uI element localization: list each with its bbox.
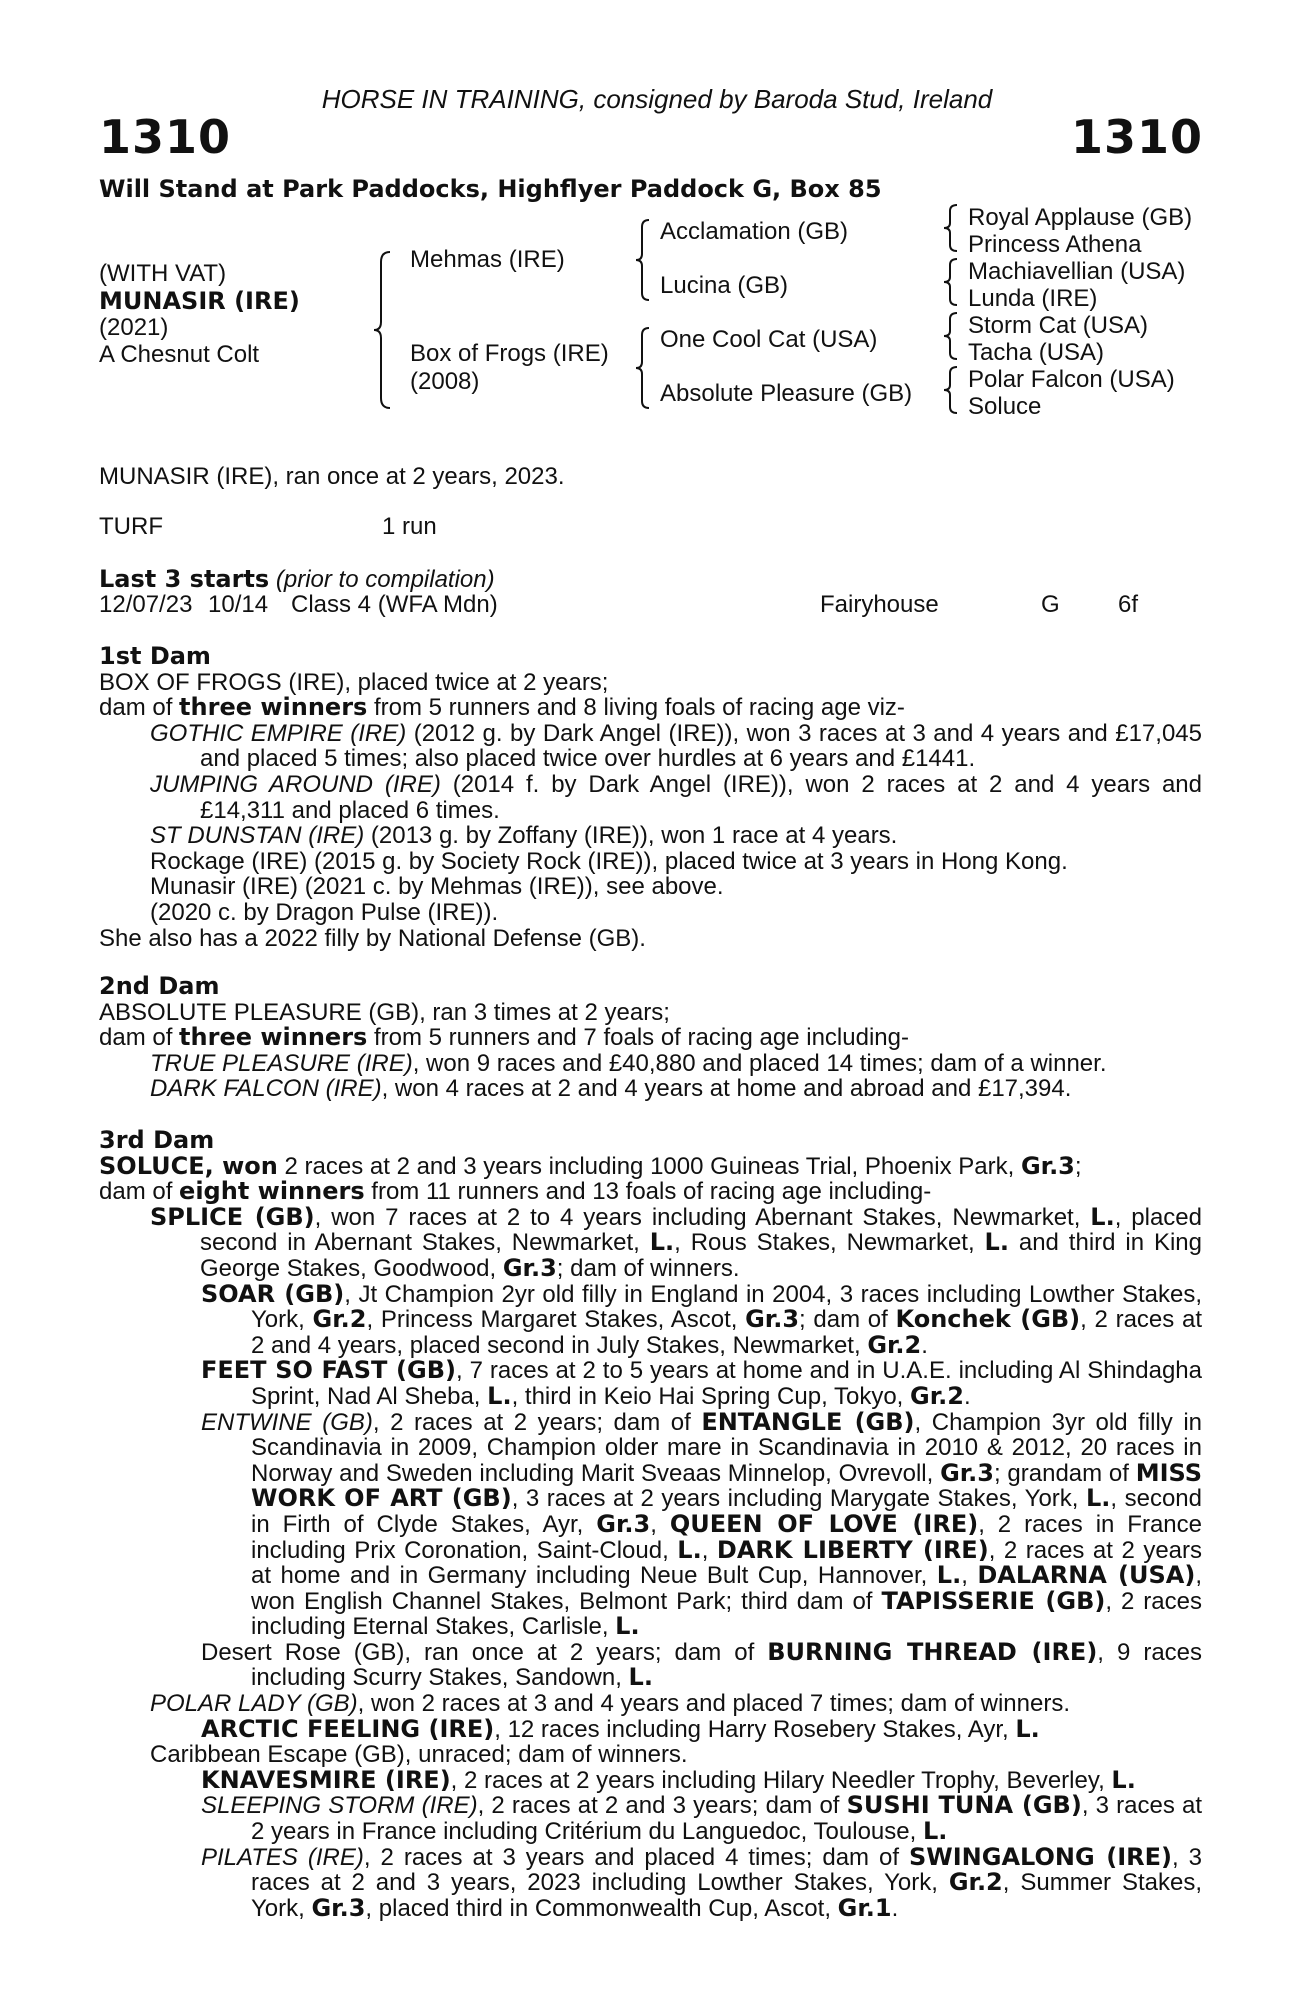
second-dam-heading: 2nd Dam	[99, 972, 220, 1000]
pedigree-g4-1: Royal Applause (GB)	[968, 204, 1193, 231]
pedigree-brace-g4-2	[942, 257, 962, 307]
start-row-date: 12/07/23	[99, 591, 193, 618]
start-row-distance: 6f	[1118, 591, 1139, 618]
progeny-polar-lady: POLAR LADY (GB), won 2 races at 3 and 4 years and placed 7 times; dam of winners.	[150, 1690, 1071, 1718]
progeny-knavesmire: KNAVESMIRE (IRE), 2 races at 2 years including Hilary Needler Trophy, Beverley, L.	[201, 1765, 1136, 1794]
last-starts-title: Last 3 starts	[99, 565, 270, 593]
last-starts-heading	[99, 566, 495, 593]
pedigree-g4-3: Machiavellian (USA)	[968, 258, 1186, 285]
progeny-splice: SPLICE (GB), won 7 races at 2 to 4 years including Abernant Stakes, Newmarket, L., placed second in Abernant Stakes, Newmarket, L., Rous Stakes, Newmarket, L. and third in King George Stakes, Goodwood, Gr.3; dam of winners.	[150, 1202, 1203, 1282]
vat-note: (WITH VAT)	[99, 260, 227, 287]
first-dam-progeny-5: Munasir (IRE) (2021 c. by Mehmas (IRE)), see above.	[150, 873, 724, 901]
pedigree-g4-4: Lunda (IRE)	[968, 285, 1098, 312]
second-dam-progeny-2: DARK FALCON (IRE), won 4 races at 2 and 4 years at home and abroad and £17,394.	[150, 1075, 1072, 1103]
pedigree-g4-2: Princess Athena	[968, 231, 1142, 258]
progeny-sleeping-storm: SLEEPING STORM (IRE), 2 races at 2 and 3 years; dam of SUSHI TUNA (GB), 3 races at 2 years in France including Critérium du Languedoc, Toulouse, L.	[201, 1791, 1202, 1846]
surface-label: TURF	[99, 513, 163, 540]
consignor-header: HORSE IN TRAINING, consigned by Baroda Stud, Ireland	[321, 84, 993, 114]
horse-name: MUNASIR (IRE)	[99, 287, 300, 315]
progeny-pilates: PILATES (IRE), 2 races at 3 years and placed 4 times; dam of SWINGALONG (IRE), 3 races at 2 and 3 years, 2023 including Lowther Stakes, York, Gr.2, Summer Stakes, York, Gr.3, placed third in Commonwealth Cup, Ascot, Gr.1.	[201, 1842, 1203, 1922]
second-dam-section	[99, 974, 1202, 1102]
lot-number-left: 1310	[99, 110, 232, 164]
first-dam-note: She also has a 2022 filly by National Defense (GB).	[99, 924, 646, 952]
pedigree-brace-main	[372, 250, 396, 410]
horse-description: A Chesnut Colt	[99, 341, 260, 368]
sire: Mehmas (IRE)	[410, 246, 565, 273]
first-dam-section	[99, 644, 1202, 951]
progeny-soar: SOAR (GB), Jt Champion 2yr old filly in England in 2004, 3 races including Lowther Stakes, York, Gr.2, Princess Margaret Stakes, Ascot, Gr.3; dam of Konchek (GB), 2 races at 2 and 4 years, placed second in July Stakes, Newmarket, Gr.2.	[201, 1279, 1202, 1359]
start-row-going: G	[1041, 591, 1060, 618]
start-row-position: 10/14	[208, 591, 269, 618]
first-dam-progeny-3: ST DUNSTAN (IRE) (2013 g. by Zoffany (IRE)), won 1 race at 4 years.	[150, 822, 898, 850]
lot-number-right: 1310	[1070, 110, 1203, 164]
pedigree-brace-g4-4	[942, 365, 962, 415]
sire-dam: Lucina (GB)	[660, 272, 789, 299]
progeny-feet-so-fast: FEET SO FAST (GB), 7 races at 2 to 5 years at home and in U.A.E. including Al Shindagha Sprint, Nad Al Sheba, L., third in Keio Hai Spring Cup, Tokyo, Gr.2.	[201, 1356, 1202, 1410]
pedigree-g4-5: Storm Cat (USA)	[968, 312, 1149, 339]
start-row-class: Class 4 (WFA Mdn)	[291, 591, 498, 618]
pedigree-brace-sire	[634, 218, 654, 302]
dam-dam: Absolute Pleasure (GB)	[660, 380, 913, 407]
horse-year: (2021)	[99, 314, 169, 341]
dam-year: (2008)	[410, 368, 480, 395]
first-dam-progeny-1: GOTHIC EMPIRE (IRE) (2012 g. by Dark Angel (IRE)), won 3 races at 3 and 4 years and £17,045 and placed 5 times; also placed twice over hurdles at 6 years and £1441.	[150, 719, 1202, 773]
progeny-arctic-feeling: ARCTIC FEELING (IRE), 12 races including Harry Rosebery Stakes, Ayr, L.	[201, 1714, 1040, 1743]
progeny-caribbean-escape: Caribbean Escape (GB), unraced; dam of winners.	[150, 1741, 688, 1769]
first-dam-heading: 1st Dam	[99, 642, 211, 670]
first-dam-line1: BOX OF FROGS (IRE), placed twice at 2 years;	[99, 668, 609, 696]
second-dam-line2: dam of three winners from 5 runners and 7 foals of racing age including-	[99, 1023, 909, 1052]
stabling-location: Will Stand at Park Paddocks, Highflyer Paddock G, Box 85	[99, 175, 882, 203]
third-dam-section	[99, 1128, 1202, 1921]
second-dam-line1: ABSOLUTE PLEASURE (GB), ran 3 times at 2 years;	[99, 998, 670, 1026]
progeny-entwine: ENTWINE (GB), 2 races at 2 years; dam of ENTANGLE (GB), Champion 3yr old filly in Scandinavia in 2009, Champion older mare in Scandinavia in 2010 & 2012, 20 races in Norway and Sweden including Marit Sveaas Minnelop, Ovrevoll, Gr.3; grandam of MISS WORK OF ART (GB), 3 races at 2 years including Marygate Stakes, York, L., second in Firth of Clyde Stakes, Ayr, Gr.3, QUEEN OF LOVE (IRE), 2 races in France including Prix Coronation, Saint-Cloud, L., DARK LIBERTY (IRE), 2 races at 2 years at home and in Germany including Neue Bult Cup, Hannover, L., DALARNA (USA), won English Channel Stakes, Belmont Park; third dam of TAPISSERIE (GB), 2 races including Eternal Stakes, Carlisle, L.	[201, 1407, 1203, 1641]
pedigree-g4-7: Polar Falcon (USA)	[968, 366, 1175, 393]
career-summary: MUNASIR (IRE), ran once at 2 years, 2023.	[99, 463, 565, 490]
third-dam-line1: SOLUCE, won 2 races at 2 and 3 years including 1000 Guineas Trial, Phoenix Park, Gr.3;	[99, 1151, 1082, 1180]
last-starts-note: (prior to compilation)	[275, 566, 495, 593]
start-row-course: Fairyhouse	[820, 591, 939, 618]
dam: Box of Frogs (IRE)	[410, 340, 609, 367]
third-dam-heading: 3rd Dam	[99, 1126, 215, 1154]
first-dam-line2: dam of three winners from 5 runners and 8 living foals of racing age viz-	[99, 693, 905, 722]
pedigree-g4-8: Soluce	[968, 393, 1042, 420]
pedigree-brace-g4-3	[942, 311, 962, 361]
first-dam-progeny-6: (2020 c. by Dragon Pulse (IRE)).	[150, 898, 499, 926]
dam-sire: One Cool Cat (USA)	[660, 326, 878, 353]
sire-sire: Acclamation (GB)	[660, 218, 849, 245]
surface-runs: 1 run	[382, 513, 437, 540]
second-dam-progeny-1: TRUE PLEASURE (IRE), won 9 races and £40,880 and placed 14 times; dam of a winner.	[150, 1049, 1107, 1077]
pedigree-brace-g4-1	[942, 203, 962, 253]
pedigree-brace-dam	[634, 326, 654, 410]
first-dam-progeny-2: JUMPING AROUND (IRE) (2014 f. by Dark Angel (IRE)), won 2 races at 2 and 4 years and £14,311 and placed 6 times.	[150, 770, 1202, 824]
third-dam-line2: dam of eight winners from 11 runners and 13 foals of racing age including-	[99, 1177, 932, 1206]
first-dam-progeny-4: Rockage (IRE) (2015 g. by Society Rock (IRE)), placed twice at 3 years in Hong Kong.	[150, 847, 1068, 875]
progeny-desert-rose: Desert Rose (GB), ran once at 2 years; dam of BURNING THREAD (IRE), 9 races including Scurry Stakes, Sandown, L.	[201, 1637, 1203, 1692]
pedigree-g4-6: Tacha (USA)	[968, 339, 1105, 366]
